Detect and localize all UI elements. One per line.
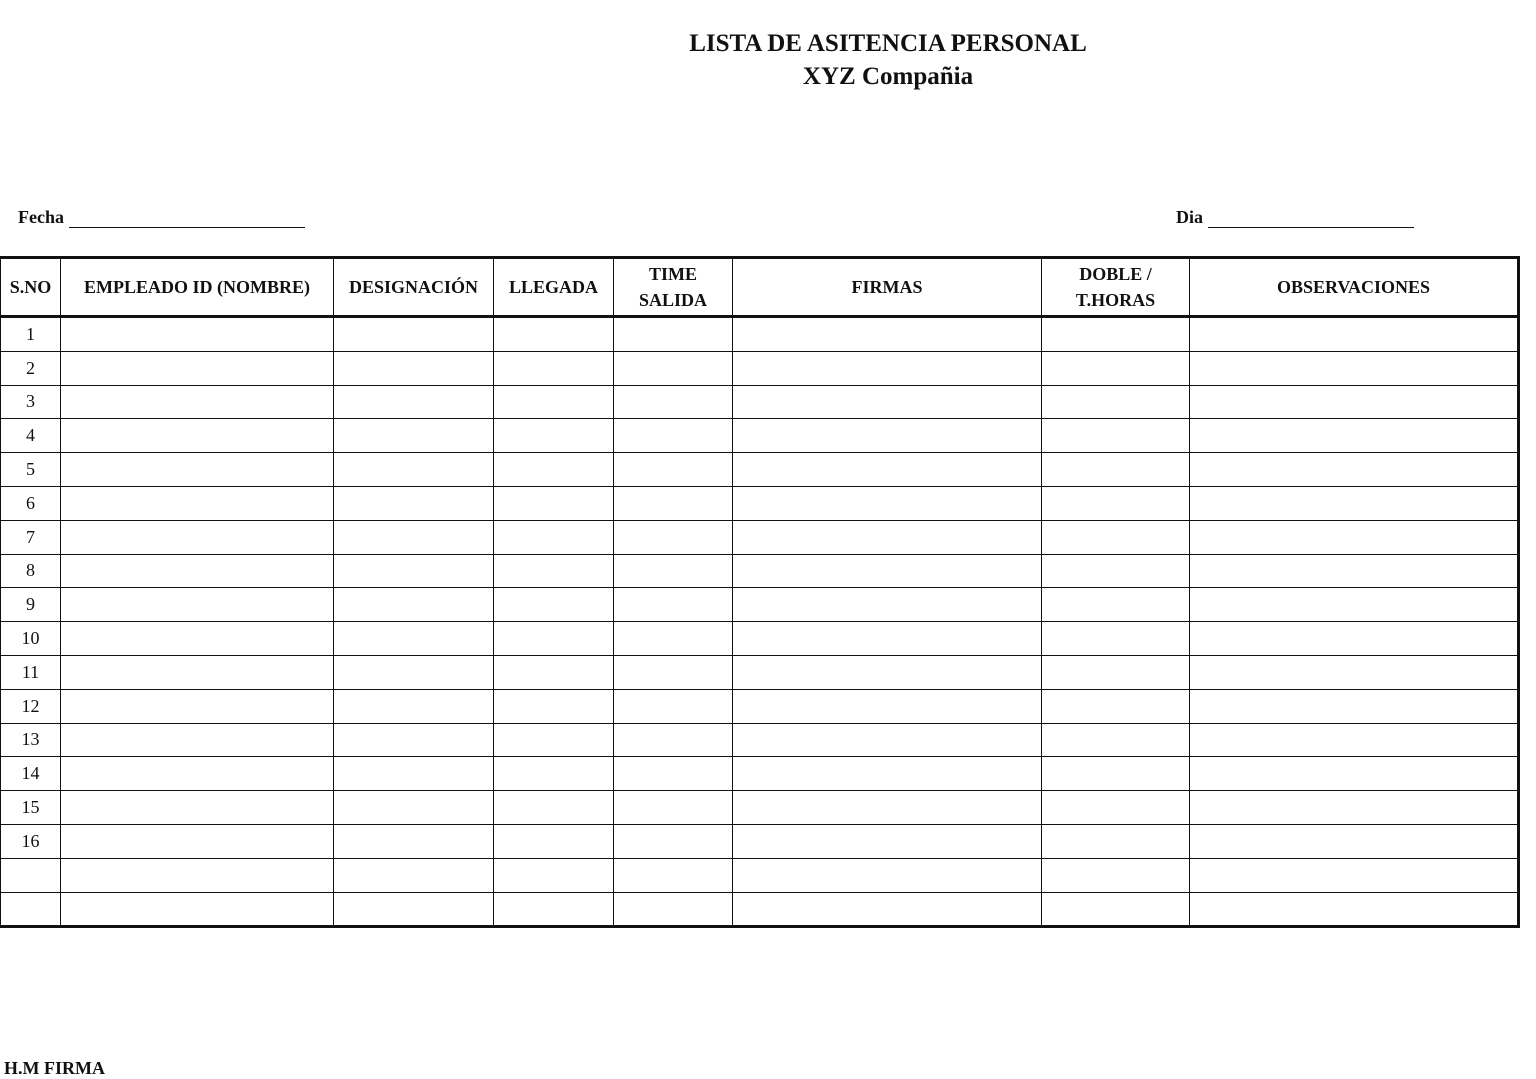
fecha-input-line[interactable] xyxy=(69,209,305,228)
cell-llegada[interactable] xyxy=(494,655,614,689)
cell-sno: 1 xyxy=(0,317,61,352)
cell-doble[interactable] xyxy=(1042,622,1190,656)
cell-firmas[interactable] xyxy=(733,723,1042,757)
cell-time-salida[interactable] xyxy=(614,351,733,385)
cell-designacion[interactable] xyxy=(334,655,494,689)
cell-llegada[interactable] xyxy=(494,892,614,927)
cell-sno: 5 xyxy=(0,453,61,487)
cell-llegada[interactable] xyxy=(494,385,614,419)
table-row xyxy=(0,655,1519,689)
cell-time-salida[interactable] xyxy=(614,892,733,927)
cell-observaciones[interactable] xyxy=(1190,486,1519,520)
fecha-label: Fecha xyxy=(18,207,64,227)
cell-time-salida[interactable] xyxy=(614,655,733,689)
cell-designacion[interactable] xyxy=(334,757,494,791)
cell-designacion[interactable] xyxy=(334,588,494,622)
cell-empleado[interactable] xyxy=(61,520,334,554)
cell-observaciones[interactable] xyxy=(1190,554,1519,588)
table-row xyxy=(0,453,1519,487)
cell-doble[interactable] xyxy=(1042,858,1190,892)
cell-empleado[interactable] xyxy=(61,791,334,825)
cell-time-salida[interactable] xyxy=(614,858,733,892)
cell-sno xyxy=(0,892,61,927)
cell-time-salida[interactable] xyxy=(614,723,733,757)
cell-llegada[interactable] xyxy=(494,689,614,723)
cell-time-salida[interactable] xyxy=(614,520,733,554)
cell-designacion[interactable] xyxy=(334,554,494,588)
cell-designacion[interactable] xyxy=(334,317,494,352)
col-empleado: EMPLEADO ID (NOMBRE) xyxy=(61,258,334,317)
cell-empleado[interactable] xyxy=(61,892,334,927)
cell-sno: 10 xyxy=(0,622,61,656)
cell-firmas[interactable] xyxy=(733,858,1042,892)
cell-designacion[interactable] xyxy=(334,520,494,554)
table-row xyxy=(0,385,1519,419)
cell-designacion[interactable] xyxy=(334,791,494,825)
col-designacion: DESIGNACIÓN xyxy=(334,258,494,317)
cell-time-salida[interactable] xyxy=(614,385,733,419)
dia-input-line[interactable] xyxy=(1208,209,1414,228)
cell-llegada[interactable] xyxy=(494,791,614,825)
table-row xyxy=(0,689,1519,723)
cell-llegada[interactable] xyxy=(494,622,614,656)
cell-sno: 6 xyxy=(0,486,61,520)
cell-firmas[interactable] xyxy=(733,689,1042,723)
cell-firmas[interactable] xyxy=(733,824,1042,858)
cell-doble[interactable] xyxy=(1042,689,1190,723)
cell-firmas[interactable] xyxy=(733,588,1042,622)
cell-observaciones[interactable] xyxy=(1190,689,1519,723)
cell-empleado[interactable] xyxy=(61,588,334,622)
cell-firmas[interactable] xyxy=(733,453,1042,487)
cell-observaciones[interactable] xyxy=(1190,419,1519,453)
table-row xyxy=(0,351,1519,385)
cell-firmas[interactable] xyxy=(733,317,1042,352)
cell-observaciones[interactable] xyxy=(1190,824,1519,858)
cell-llegada[interactable] xyxy=(494,554,614,588)
cell-doble[interactable] xyxy=(1042,486,1190,520)
cell-observaciones[interactable] xyxy=(1190,588,1519,622)
cell-designacion[interactable] xyxy=(334,419,494,453)
fecha-field xyxy=(18,207,305,228)
cell-designacion[interactable] xyxy=(334,385,494,419)
table-row xyxy=(0,723,1519,757)
cell-empleado[interactable] xyxy=(61,757,334,791)
cell-firmas[interactable] xyxy=(733,486,1042,520)
cell-doble[interactable] xyxy=(1042,419,1190,453)
dia-field xyxy=(1176,207,1414,228)
cell-firmas[interactable] xyxy=(733,892,1042,927)
cell-observaciones[interactable] xyxy=(1190,723,1519,757)
col-time-salida-label: TIME SALIDA xyxy=(638,264,708,310)
cell-time-salida[interactable] xyxy=(614,791,733,825)
cell-designacion[interactable] xyxy=(334,892,494,927)
col-doble xyxy=(1042,258,1190,317)
table-row xyxy=(0,554,1519,588)
cell-firmas[interactable] xyxy=(733,791,1042,825)
cell-sno: 9 xyxy=(0,588,61,622)
cell-time-salida[interactable] xyxy=(614,419,733,453)
cell-observaciones[interactable] xyxy=(1190,791,1519,825)
cell-time-salida[interactable] xyxy=(614,824,733,858)
cell-time-salida[interactable] xyxy=(614,317,733,352)
cell-time-salida[interactable] xyxy=(614,689,733,723)
cell-firmas[interactable] xyxy=(733,757,1042,791)
cell-sno: 8 xyxy=(0,554,61,588)
cell-firmas[interactable] xyxy=(733,385,1042,419)
cell-doble[interactable] xyxy=(1042,588,1190,622)
cell-time-salida[interactable] xyxy=(614,622,733,656)
cell-sno: 7 xyxy=(0,520,61,554)
col-llegada: LLEGADA xyxy=(494,258,614,317)
cell-observaciones[interactable] xyxy=(1190,317,1519,352)
cell-observaciones[interactable] xyxy=(1190,520,1519,554)
col-doble-label: DOBLE / T.HORAS xyxy=(1075,264,1156,310)
cell-sno: 3 xyxy=(0,385,61,419)
cell-sno: 15 xyxy=(0,791,61,825)
cell-empleado[interactable] xyxy=(61,317,334,352)
cell-doble[interactable] xyxy=(1042,351,1190,385)
cell-doble[interactable] xyxy=(1042,520,1190,554)
cell-sno: 11 xyxy=(0,655,61,689)
cell-empleado[interactable] xyxy=(61,622,334,656)
cell-llegada[interactable] xyxy=(494,723,614,757)
cell-empleado[interactable] xyxy=(61,486,334,520)
table-row xyxy=(0,858,1519,892)
cell-empleado[interactable] xyxy=(61,689,334,723)
table-row xyxy=(0,824,1519,858)
table-row xyxy=(0,757,1519,791)
cell-empleado[interactable] xyxy=(61,419,334,453)
cell-empleado[interactable] xyxy=(61,824,334,858)
cell-doble[interactable] xyxy=(1042,892,1190,927)
cell-empleado[interactable] xyxy=(61,554,334,588)
col-time-salida xyxy=(614,258,733,317)
cell-empleado[interactable] xyxy=(61,385,334,419)
cell-observaciones[interactable] xyxy=(1190,892,1519,927)
cell-sno: 4 xyxy=(0,419,61,453)
cell-doble[interactable] xyxy=(1042,655,1190,689)
cell-doble[interactable] xyxy=(1042,791,1190,825)
cell-doble[interactable] xyxy=(1042,453,1190,487)
cell-firmas[interactable] xyxy=(733,622,1042,656)
cell-empleado[interactable] xyxy=(61,858,334,892)
cell-designacion[interactable] xyxy=(334,689,494,723)
cell-observaciones[interactable] xyxy=(1190,453,1519,487)
cell-time-salida[interactable] xyxy=(614,486,733,520)
cell-empleado[interactable] xyxy=(61,655,334,689)
cell-llegada[interactable] xyxy=(494,486,614,520)
cell-llegada[interactable] xyxy=(494,351,614,385)
cell-sno: 12 xyxy=(0,689,61,723)
cell-time-salida[interactable] xyxy=(614,554,733,588)
cell-observaciones[interactable] xyxy=(1190,385,1519,419)
cell-llegada[interactable] xyxy=(494,588,614,622)
document-title: LISTA DE ASITENCIA PERSONAL xyxy=(689,30,1087,57)
table-row xyxy=(0,419,1519,453)
table-row xyxy=(0,791,1519,825)
cell-llegada[interactable] xyxy=(494,757,614,791)
cell-designacion[interactable] xyxy=(334,723,494,757)
cell-llegada[interactable] xyxy=(494,520,614,554)
cell-doble[interactable] xyxy=(1042,757,1190,791)
cell-observaciones[interactable] xyxy=(1190,757,1519,791)
cell-firmas[interactable] xyxy=(733,520,1042,554)
table-header-row xyxy=(0,258,1519,317)
cell-firmas[interactable] xyxy=(733,351,1042,385)
cell-llegada[interactable] xyxy=(494,419,614,453)
cell-designacion[interactable] xyxy=(334,622,494,656)
cell-sno: 16 xyxy=(0,824,61,858)
cell-observaciones[interactable] xyxy=(1190,858,1519,892)
table-row xyxy=(0,892,1519,927)
cell-observaciones[interactable] xyxy=(1190,622,1519,656)
cell-doble[interactable] xyxy=(1042,554,1190,588)
cell-observaciones[interactable] xyxy=(1190,351,1519,385)
table-row xyxy=(0,588,1519,622)
col-firmas: FIRMAS xyxy=(733,258,1042,317)
cell-llegada[interactable] xyxy=(494,317,614,352)
cell-llegada[interactable] xyxy=(494,824,614,858)
cell-llegada[interactable] xyxy=(494,453,614,487)
cell-designacion[interactable] xyxy=(334,858,494,892)
cell-firmas[interactable] xyxy=(733,554,1042,588)
cell-sno: 13 xyxy=(0,723,61,757)
cell-designacion[interactable] xyxy=(334,351,494,385)
col-sno: S.NO xyxy=(0,258,61,317)
cell-designacion[interactable] xyxy=(334,486,494,520)
cell-empleado[interactable] xyxy=(61,723,334,757)
cell-empleado[interactable] xyxy=(61,351,334,385)
col-observaciones: OBSERVACIONES xyxy=(1190,258,1519,317)
attendance-table xyxy=(0,256,1520,928)
cell-doble[interactable] xyxy=(1042,824,1190,858)
cell-sno: 14 xyxy=(0,757,61,791)
cell-sno xyxy=(0,858,61,892)
table-row xyxy=(0,486,1519,520)
dia-label: Dia xyxy=(1176,207,1203,227)
cell-doble[interactable] xyxy=(1042,317,1190,352)
table-row xyxy=(0,317,1519,352)
cell-sno: 2 xyxy=(0,351,61,385)
cell-firmas[interactable] xyxy=(733,419,1042,453)
cell-observaciones[interactable] xyxy=(1190,655,1519,689)
company-name: XYZ Compañia xyxy=(802,63,974,90)
cell-time-salida[interactable] xyxy=(614,453,733,487)
table-row xyxy=(0,622,1519,656)
cell-doble[interactable] xyxy=(1042,723,1190,757)
footer-signature-label: H.M FIRMA xyxy=(4,1058,105,1078)
cell-time-salida[interactable] xyxy=(614,757,733,791)
cell-firmas[interactable] xyxy=(733,655,1042,689)
cell-llegada[interactable] xyxy=(494,858,614,892)
cell-doble[interactable] xyxy=(1042,385,1190,419)
cell-empleado[interactable] xyxy=(61,453,334,487)
cell-designacion[interactable] xyxy=(334,824,494,858)
cell-designacion[interactable] xyxy=(334,453,494,487)
table-row xyxy=(0,520,1519,554)
cell-time-salida[interactable] xyxy=(614,588,733,622)
